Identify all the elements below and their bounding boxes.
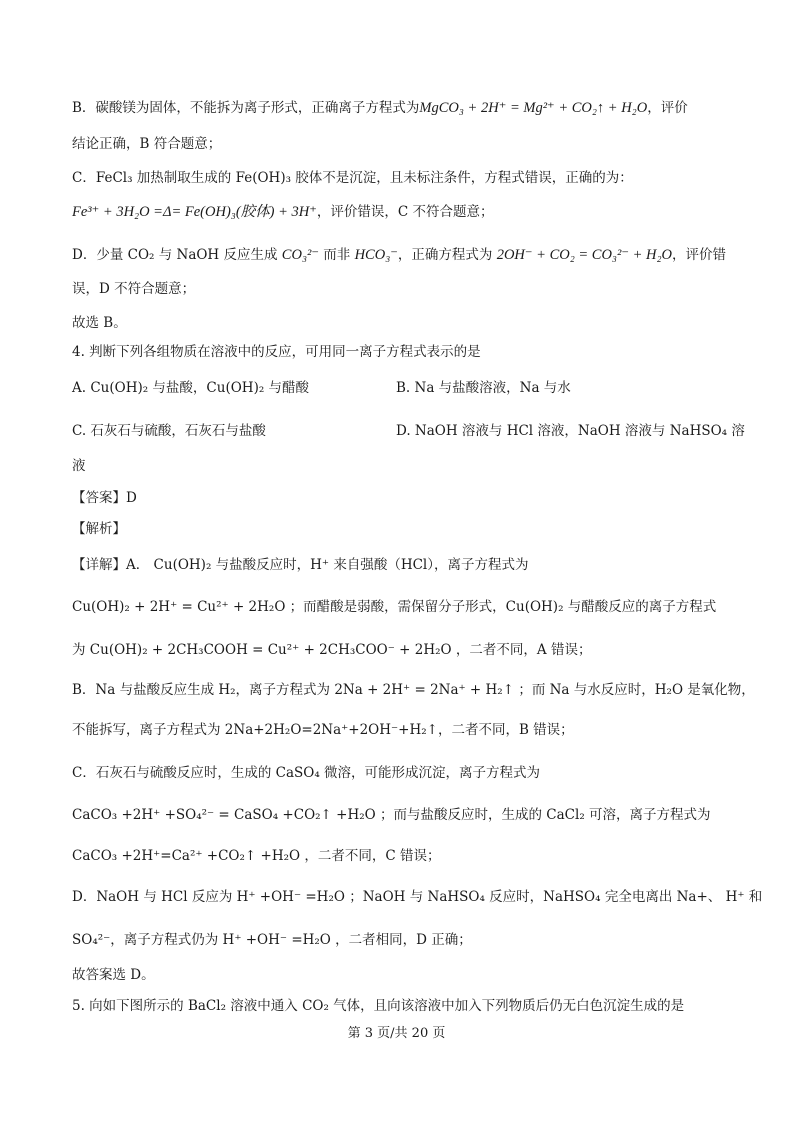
question-5-stem: 5. 向如下图所示的 BaCl₂ 溶液中通入 CO₂ 气体，且向该溶液中加入下列物质后仍无白色沉淀生成的是: [72, 998, 685, 1014]
detail-line-2: Cu(OH)₂ + 2H⁺ = Cu²⁺ + 2H₂O ；而醋酸是弱酸，需保留分子形式，Cu(OH)₂ 与醋酸反应的离子方程式: [72, 599, 717, 615]
detail-line-6: C．石灰石与硫酸反应时，生成的 CaSO₄ 微溶，可能形成沉淀，离子方程式为: [72, 765, 541, 781]
question-4-stem: 4. 判断下列各组物质在溶液中的反应，可用同一离子方程式表示的是: [72, 344, 481, 360]
text-line-b2: 结论正确，B 符合题意；: [72, 136, 222, 152]
option-a: A. Cu(OH)₂ 与盐酸，Cu(OH)₂ 与醋酸: [72, 380, 310, 396]
text-d1-post: ，评价错: [672, 247, 726, 263]
text-line-e1: 故选 B。: [72, 315, 127, 331]
formula-bicarbonate: HCO₃⁻: [354, 247, 398, 263]
text-d1-mid: 而非: [323, 247, 351, 263]
detail-line-5: 不能拆写，离子方程式为 2Na+2H₂O=2Na⁺+2OH⁻+H₂↑，二者不同，B 错误；: [72, 722, 574, 738]
option-c: C. 石灰石与硫酸，石灰石与盐酸: [72, 423, 266, 439]
text-b1-pre: B．碳酸镁为固体，不能拆为离子形式，正确离子方程式为: [72, 100, 420, 116]
detail-line-3: 为 Cu(OH)₂ + 2CH₃COOH = Cu²⁺ + 2CH₃COO⁻ + 2H₂O ，二者不同，A 错误；: [72, 642, 592, 658]
text-line-d2: 误，D 不符合题意；: [72, 281, 196, 297]
text-line-c2: [72, 202, 494, 222]
detail-line-11: 故答案选 D。: [72, 967, 155, 983]
analysis-label: 【解析】: [72, 521, 126, 537]
answer-label: 【答案】D: [72, 490, 137, 506]
text-line-b1: [72, 98, 688, 118]
text-d1-mid2: ，正确方程式为: [397, 247, 493, 263]
text-line-c1: C．FeCl₃ 加热制取生成的 Fe(OH)₃ 胶体不是沉淀，且未标注条件，方程式错误，正确的为：: [72, 170, 633, 186]
detail-line-8: CaCO₃ +2H⁺=Ca²⁺ +CO₂↑ +H₂O ，二者不同，C 错误；: [72, 848, 441, 864]
detail-line-7: CaCO₃ +2H⁺ +SO₄²⁻ = CaSO₄ +CO₂↑ +H₂O ；而与盐酸反应时，生成的 CaCl₂ 可溶，离子方程式为: [72, 807, 711, 823]
equation-c2: Fe³⁺ + 3H₂O =Δ= Fe(OH)₃(胶体) + 3H⁺: [72, 204, 317, 220]
option-d-continued: 液: [72, 458, 86, 474]
equation-b1: MgCO₃ + 2H⁺ = Mg²⁺ + CO₂↑ + H₂O: [419, 100, 648, 116]
equation-d1: 2OH⁻ + CO₂ = CO₃²⁻ + H₂O: [496, 247, 672, 263]
text-b1-post: ，评价: [647, 100, 688, 116]
detail-line-1: 【详解】A． Cu(OH)₂ 与盐酸反应时，H⁺ 来自强酸（HCl），离子方程式为: [72, 557, 529, 573]
detail-line-10: SO₄²⁻，离子方程式仍为 H⁺ +OH⁻ =H₂O ，二者相同，D 正确；: [72, 932, 472, 948]
option-b: B. Na 与盐酸溶液，Na 与水: [396, 380, 571, 396]
detail-line-4: B．Na 与盐酸反应生成 H₂，离子方程式为 2Na + 2H⁺ = 2Na⁺ + H₂↑ ；而 Na 与水反应时，H₂O 是氧化物，: [72, 682, 755, 698]
page-footer: 第 3 页/共 20 页: [347, 1026, 446, 1041]
text-d1-pre: D．少量 CO₂ 与 NaOH 反应生成: [72, 247, 278, 263]
formula-carbonate: CO₃²⁻: [281, 247, 319, 263]
text-c2-post: ，评价错误，C 不符合题意；: [316, 204, 494, 220]
detail-line-9: D．NaOH 与 HCl 反应为 H⁺ +OH⁻ =H₂O ；NaOH 与 NaHSO₄ 反应时，NaHSO₄ 完全电离出 Na+、 H⁺ 和: [72, 889, 763, 905]
option-d: D. NaOH 溶液与 HCl 溶液，NaOH 溶液与 NaHSO₄ 溶: [396, 423, 745, 439]
text-line-d1: [72, 245, 726, 265]
